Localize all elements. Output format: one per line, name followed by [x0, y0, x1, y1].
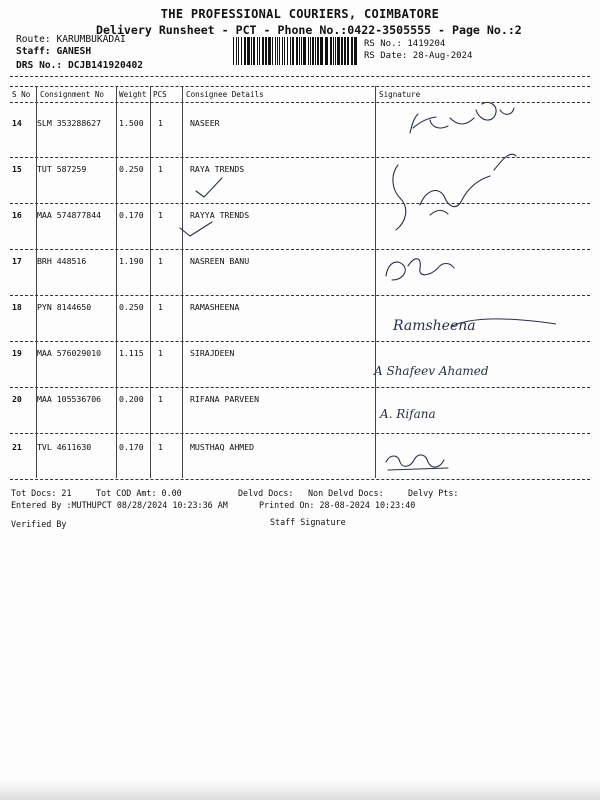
- row-separator: [10, 341, 590, 342]
- tick-mark-row-15: [196, 178, 222, 197]
- row-consignee: RAMASHEENA: [190, 302, 240, 312]
- rs-number-value: 1419204: [407, 39, 446, 49]
- barcode-bar: [251, 37, 252, 65]
- column-divider: [150, 86, 151, 478]
- row-weight: 0.170: [119, 442, 144, 452]
- barcode-bar: [247, 37, 250, 65]
- row-pcs: 1: [158, 394, 163, 404]
- barcode-bar: [310, 37, 311, 65]
- signature-row-17: [386, 259, 454, 280]
- signature-row-16: [430, 210, 448, 215]
- row-separator: [10, 387, 590, 388]
- rule: [10, 102, 590, 103]
- printed-on: Printed On: 28-08-2024 10:23:40: [259, 500, 416, 510]
- barcode-bar: [303, 37, 306, 65]
- drs-label: DRS No.:: [16, 60, 63, 71]
- barcode-bar: [244, 37, 246, 65]
- row-separator: [10, 157, 590, 158]
- barcode-bar: [262, 37, 264, 65]
- total-docs: Tot Docs: 21: [11, 488, 72, 498]
- barcode-bar: [233, 37, 234, 65]
- row-sno: 18: [12, 302, 22, 312]
- barcode-bar: [287, 37, 288, 65]
- barcode-bar: [279, 37, 280, 65]
- rs-date-line: [364, 51, 472, 61]
- non-delivered-docs: Non Delvd Docs:: [308, 488, 384, 498]
- rule: [10, 86, 590, 87]
- barcode-bar: [236, 37, 237, 65]
- col-header-pcs: PCS: [153, 90, 167, 99]
- barcode-bar: [312, 37, 314, 65]
- row-sno: 21: [12, 442, 22, 452]
- row-weight: 0.200: [119, 394, 144, 404]
- row-consignment: TUT 587259: [37, 164, 87, 174]
- tick-mark-row-16: [180, 222, 212, 236]
- barcode-bar: [296, 37, 298, 65]
- barcode-bar: [265, 37, 267, 65]
- barcode-bar: [268, 37, 271, 65]
- barcode-bar: [317, 37, 319, 65]
- barcode-bar: [337, 37, 340, 65]
- barcode-bar: [320, 37, 323, 65]
- column-divider: [116, 86, 117, 478]
- row-pcs: 1: [158, 442, 163, 452]
- staff-value: GANESH: [56, 46, 92, 57]
- signature-row-18-strike: [452, 319, 556, 326]
- staff-line: [16, 46, 91, 57]
- col-header-weight: Weight: [119, 90, 147, 99]
- row-weight: 0.250: [119, 302, 144, 312]
- row-consignee: RAYYA TRENDS: [190, 210, 250, 220]
- signature-row-18: Ramsheena: [393, 318, 476, 334]
- staff-signature-label: Staff Signature: [270, 517, 346, 527]
- barcode-bar: [282, 37, 283, 65]
- route-label: Route:: [16, 34, 51, 45]
- row-pcs: 1: [158, 256, 163, 266]
- barcode-bar: [284, 37, 285, 65]
- route-value: KARUMBUKADAI: [56, 34, 126, 45]
- column-divider: [36, 86, 37, 478]
- barcode-bar: [277, 37, 278, 65]
- row-sno: 19: [12, 348, 22, 358]
- row-pcs: 1: [158, 118, 163, 128]
- row-separator: [10, 249, 590, 250]
- barcode-bar: [330, 37, 332, 65]
- barcode: [233, 37, 358, 65]
- row-consignee: NASEER: [190, 118, 220, 128]
- row-consignment: MAA 576029010: [37, 348, 102, 358]
- signature-row-14: [410, 102, 514, 133]
- row-consignment: PYN 8144650: [37, 302, 92, 312]
- entered-by: Entered By :MUTHUPCT 08/28/2024 10:23:36 AM: [11, 500, 228, 510]
- barcode-bar: [253, 37, 255, 65]
- barcode-bar: [299, 37, 300, 65]
- scan-edge-shadow: [0, 780, 600, 800]
- column-divider: [182, 86, 183, 478]
- barcode-bar: [333, 37, 334, 65]
- col-header-signature: Signature: [379, 90, 421, 99]
- runsheet-title: Delivery Runsheet - PCT - Phone No.:0422-3505555 - Page No.:2: [96, 23, 522, 37]
- row-consignment: TVL 4611630: [37, 442, 92, 452]
- row-separator: [10, 203, 590, 204]
- staff-label: Staff:: [16, 46, 51, 57]
- row-consignee: RIFANA PARVEEN: [190, 394, 260, 404]
- row-separator: [10, 295, 590, 296]
- rule: [10, 76, 590, 77]
- row-weight: 1.115: [119, 348, 144, 358]
- row-sno: 14: [12, 118, 22, 128]
- col-header-consignment: Consignment No: [40, 90, 105, 99]
- total-cod-amount: Tot COD Amt: 0.00: [96, 488, 182, 498]
- signature-row-20: A. Rifana: [380, 407, 436, 421]
- rs-number-label: RS No.:: [364, 39, 402, 49]
- row-consignee: NASREEN BANU: [190, 256, 250, 266]
- row-consignment: MAA 574877844: [37, 210, 102, 220]
- barcode-bar: [325, 37, 328, 65]
- barcode-bar: [308, 37, 309, 65]
- signature-row-21: [386, 455, 448, 470]
- row-weight: 1.500: [119, 118, 144, 128]
- barcode-bar: [354, 37, 357, 65]
- barcode-bar: [290, 37, 291, 65]
- row-consignment: BRH 448516: [37, 256, 87, 266]
- barcode-bar: [257, 37, 258, 65]
- row-pcs: 1: [158, 302, 163, 312]
- col-header-sno: S No: [12, 90, 31, 99]
- row-consignee: SIRAJDEEN: [190, 348, 235, 358]
- barcode-bar: [335, 37, 336, 65]
- row-weight: 1.190: [119, 256, 144, 266]
- rs-number-line: [364, 39, 445, 49]
- row-consignee: RAYA TRENDS: [190, 164, 245, 174]
- row-pcs: 1: [158, 348, 163, 358]
- verified-by-label: Verified By: [11, 519, 67, 529]
- barcode-bar: [292, 37, 294, 65]
- barcode-bar: [241, 37, 242, 65]
- rs-date-label: RS Date:: [364, 51, 408, 61]
- barcode-bar: [238, 37, 239, 65]
- row-sno: 17: [12, 256, 22, 266]
- barcode-bar: [344, 37, 346, 65]
- barcode-bar: [275, 37, 276, 65]
- barcode-bar: [341, 37, 343, 65]
- row-sno: 20: [12, 394, 22, 404]
- row-weight: 0.250: [119, 164, 144, 174]
- rs-date-value: 28-Aug-2024: [412, 51, 473, 61]
- barcode-bar: [315, 37, 316, 65]
- row-separator: [10, 479, 590, 480]
- company-name: THE PROFESSIONAL COURIERS, COIMBATORE: [160, 7, 440, 21]
- row-sno: 15: [12, 164, 22, 174]
- delivered-docs: Delvd Docs:: [238, 488, 294, 498]
- delivery-points: Delvy Pts:: [408, 488, 459, 498]
- row-consignee: MUSTHAQ AHMED: [190, 442, 255, 452]
- row-separator: [10, 433, 590, 434]
- drs-line: [16, 60, 143, 71]
- row-pcs: 1: [158, 210, 163, 220]
- row-consignment: MAA 105536706: [37, 394, 102, 404]
- route-line: [16, 34, 126, 45]
- barcode-bar: [351, 37, 353, 65]
- row-weight: 0.170: [119, 210, 144, 220]
- signature-row-15: [393, 154, 516, 230]
- column-divider: [375, 86, 376, 478]
- row-pcs: 1: [158, 164, 163, 174]
- barcode-bar: [347, 37, 349, 65]
- signature-row-19: A Shafeev Ahamed: [374, 364, 489, 378]
- drs-value: DCJB141920402: [68, 60, 144, 71]
- col-header-consignee: Consignee Details: [186, 90, 264, 99]
- barcode-bar: [272, 37, 273, 65]
- row-sno: 16: [12, 210, 22, 220]
- barcode-bar: [259, 37, 260, 65]
- barcode-bar: [301, 37, 302, 65]
- row-consignment: SLM 353288627: [37, 118, 102, 128]
